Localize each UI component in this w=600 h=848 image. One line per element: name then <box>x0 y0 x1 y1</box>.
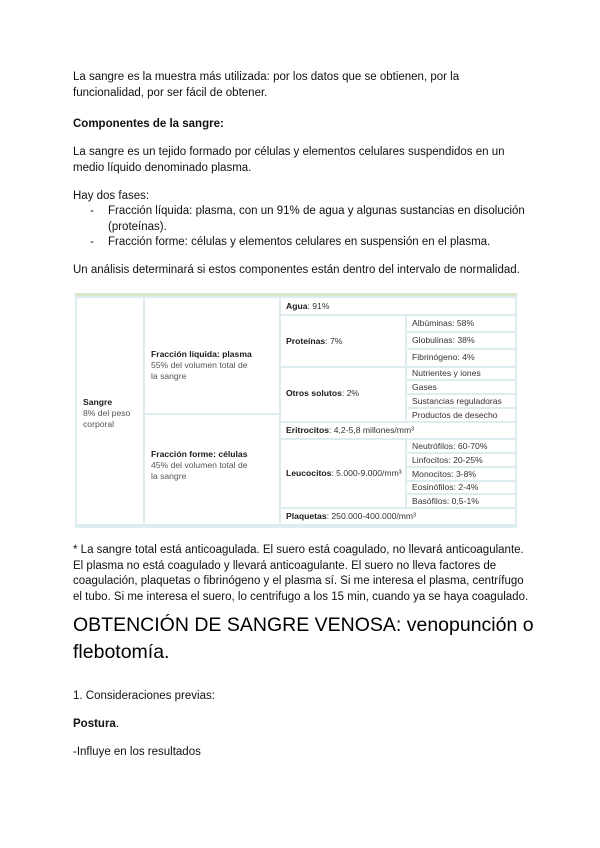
posture-label: Postura <box>73 718 116 730</box>
eosinofilos-text: Eosinófilos: 2-4% <box>412 482 479 492</box>
liquid-label-block <box>151 349 252 382</box>
root-label-block <box>83 397 138 430</box>
agua-text <box>286 301 329 312</box>
root-label: Sangre <box>83 397 113 407</box>
plaquetas-text <box>286 511 416 522</box>
otros-value: : 2% <box>341 388 360 398</box>
considerations-heading: 1. Consideraciones previas: <box>73 690 215 702</box>
globulinas-text: Globulinas: 38% <box>412 335 475 345</box>
phase-item-formed: - Fracción forme: células y elementos celulares en suspensión en el plasma. <box>90 235 530 251</box>
posture-dot: . <box>115 718 120 730</box>
components-heading: Componentes de la sangre: <box>73 118 224 130</box>
proteinas-text <box>286 336 342 347</box>
eritrocitos-text <box>286 425 414 436</box>
fibrinogeno-text: Fibrinógeno: 4% <box>412 352 475 362</box>
proteinas-value: : 7% <box>325 336 343 346</box>
monocitos-text: Monocitos: 3-8% <box>412 469 477 479</box>
formed-label: Fracción forme: células <box>151 449 248 459</box>
phase-item-liquid: - Fracción líquida: plasma, con un 91% de agua y algunas sustancias en disolución (proteínas). <box>90 204 530 235</box>
proteinas-label: Proteínas <box>286 336 326 346</box>
basofilos-text: Basófilos: 0,5-1% <box>412 496 479 506</box>
leucocitos-text <box>286 468 402 479</box>
gases-text: Gases <box>412 382 437 392</box>
nutrientes-text: Nutrientes y iones <box>412 368 481 378</box>
sustancias-text: Sustancias reguladoras <box>412 396 502 406</box>
phases-list <box>90 204 530 251</box>
otros-text <box>286 388 359 399</box>
agua-value: : 91% <box>307 301 330 311</box>
albuminas-text: Albúminas: 58% <box>412 318 475 328</box>
liquid-sub: 55% del volumen total de la sangre <box>151 360 248 381</box>
agua-label: Agua <box>286 301 308 311</box>
formed-label-block <box>151 449 251 482</box>
tissue-paragraph: La sangre es un tejido formado por células y elementos celulares suspendidos en un medio líquido denominado plasma. <box>73 146 505 174</box>
plaquetas-label: Plaquetas <box>286 511 327 521</box>
phases-intro: Hay dos fases: <box>73 190 150 202</box>
formed-sub: 45% del volumen total de la sangre <box>151 460 248 481</box>
eritrocitos-label: Eritrocitos <box>286 425 329 435</box>
section-title: OBTENCIÓN DE SANGRE VENOSA: venopunción o flebotomía. <box>73 614 534 663</box>
plaquetas-value: : 250.000-400.000/mm³ <box>326 511 416 521</box>
otros-label: Otros solutos <box>286 388 342 398</box>
liquid-label: Fracción líquida: plasma <box>151 349 252 359</box>
blood-composition-table <box>75 293 517 528</box>
posture-line <box>73 717 533 733</box>
linfocitos-text: Linfocitos: 20-25% <box>412 455 483 465</box>
posture-note: -Influye en los resultados <box>73 746 201 758</box>
root-sub: 8% del peso corporal <box>83 408 131 429</box>
neutrofilos-text: Neutrófilos: 60-70% <box>412 441 488 451</box>
eritrocitos-value: : 4,2-5,8 millones/mm³ <box>328 425 414 435</box>
desecho-text: Productos de desecho <box>412 410 498 420</box>
leucocitos-label: Leucocitos <box>286 468 332 478</box>
coagulation-note: * La sangre total está anticoagulada. El suero está coagulado, no llevará anticoagulante. El plasma no está coagulado y llevará anticoagulante. El suero no lleva factores de coagulación, plaquetas o fibrinógeno y el plasma sí. Si me interesa el plasma, centrífugo el tubo. Si me interesa el suero, lo centrifugo a los 15 min, cuando ya se haya coagulado. <box>73 544 529 603</box>
analysis-paragraph: Un análisis determinará si estos componentes están dentro del intervalo de normalidad. <box>73 264 520 276</box>
intro-paragraph: La sangre es la muestra más utilizada: por los datos que se obtienen, por la funcionalidad, por ser fácil de obtener. <box>73 71 460 99</box>
leucocitos-value: : 5.000-9.000/mm³ <box>331 468 402 478</box>
